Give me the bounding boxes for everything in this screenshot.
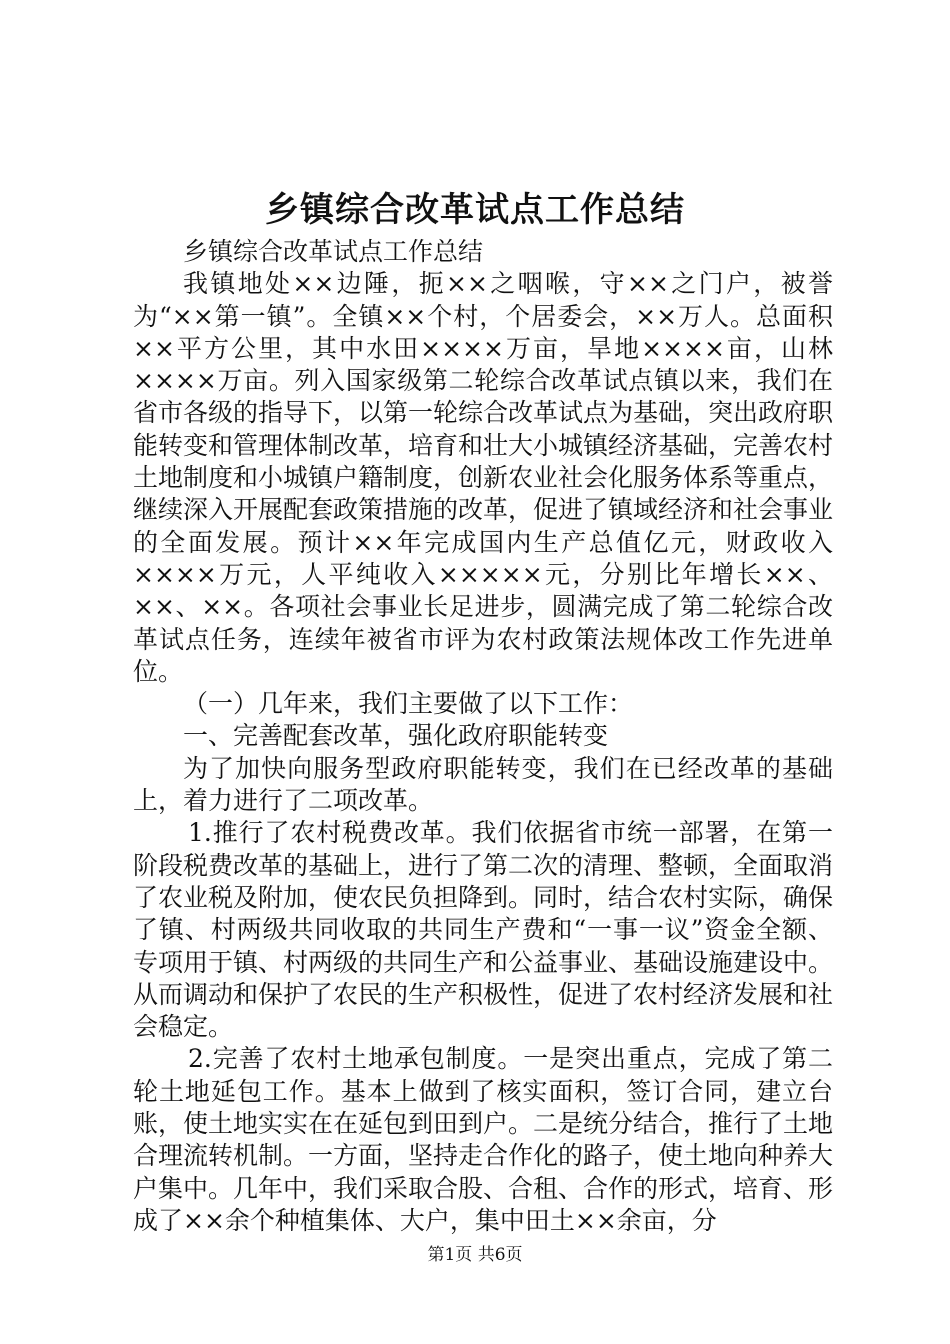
- paragraph-intro: 我镇地处××边陲，扼××之咽喉，守××之门户，被誉为“××第一镇”。全镇××个村，个居委会，××万人。总面积××平方公里，其中水田××××万亩，旱地××××亩，山林××××万亩。列入国家级第二轮综合改革试点镇以来，我们在省市各级的指导下，以第一轮综合改革试点为基础，突出政府职能转变和管理体制改革，培育和壮大小城镇经济基础，完善农村土地制度和小城镇户籍制度，创新农业社会化服务体系等重点，继续深入开展配套政策措施的改革，促进了镇域经济和社会事业的全面发展。预计××年完成国内生产总值亿元，财政收入××××万元，人平纯收入×××××元，分别比年增长××、××、××。各项社会事业长足进步，圆满完成了第二轮综合改革试点任务，连续年被省市评为农村政策法规体改工作先进单位。: [133, 269, 834, 686]
- paragraph-reform-intro: 为了加快向服务型政府职能转变，我们在已经改革的基础上，着力进行了二项改革。: [133, 753, 833, 816]
- document-body: [133, 236, 833, 1237]
- paragraph-heading-one: 一、完善配套改革，强化政府职能转变: [183, 721, 609, 751]
- paragraph-section-heading: （一）几年来，我们主要做了以下工作：: [183, 689, 634, 719]
- paragraph-item-2: 2.完善了农村土地承包制度。一是突出重点，完成了第二轮土地延包工作。基本上做到了核实面积，签订合同，建立台账，使土地实实在在延包到田到户。二是统分结合，推行了土地合理流转机制。一方面，坚持走合作化的路子，使土地向种养大户集中。几年中，我们采取合股、合租、合作的形式，培育、形成了××余个种植集体、大户，集中田土××余亩，分: [133, 1044, 834, 1235]
- page-footer: 第1页 共6页: [427, 1245, 523, 1265]
- paragraph-subtitle: 乡镇综合改革试点工作总结: [183, 237, 484, 266]
- paragraph-item-1: 1.推行了农村税费改革。我们依据省市统一部署，在第一阶段税费改革的基础上，进行了第二次的清理、整顿，全面取消了农业税及附加，使农民负担降到。同时，结合农村实际，确保了镇、村两级共同收取的共同生产费和“一事一议”资金全额、专项用于镇、村两级的共同生产和公益事业、基础设施建设中。从而调动和保护了农民的生产积极性，促进了农村经济发展和社会稳定。: [133, 818, 834, 1042]
- document-title: 乡镇综合改革试点工作总结: [265, 190, 685, 230]
